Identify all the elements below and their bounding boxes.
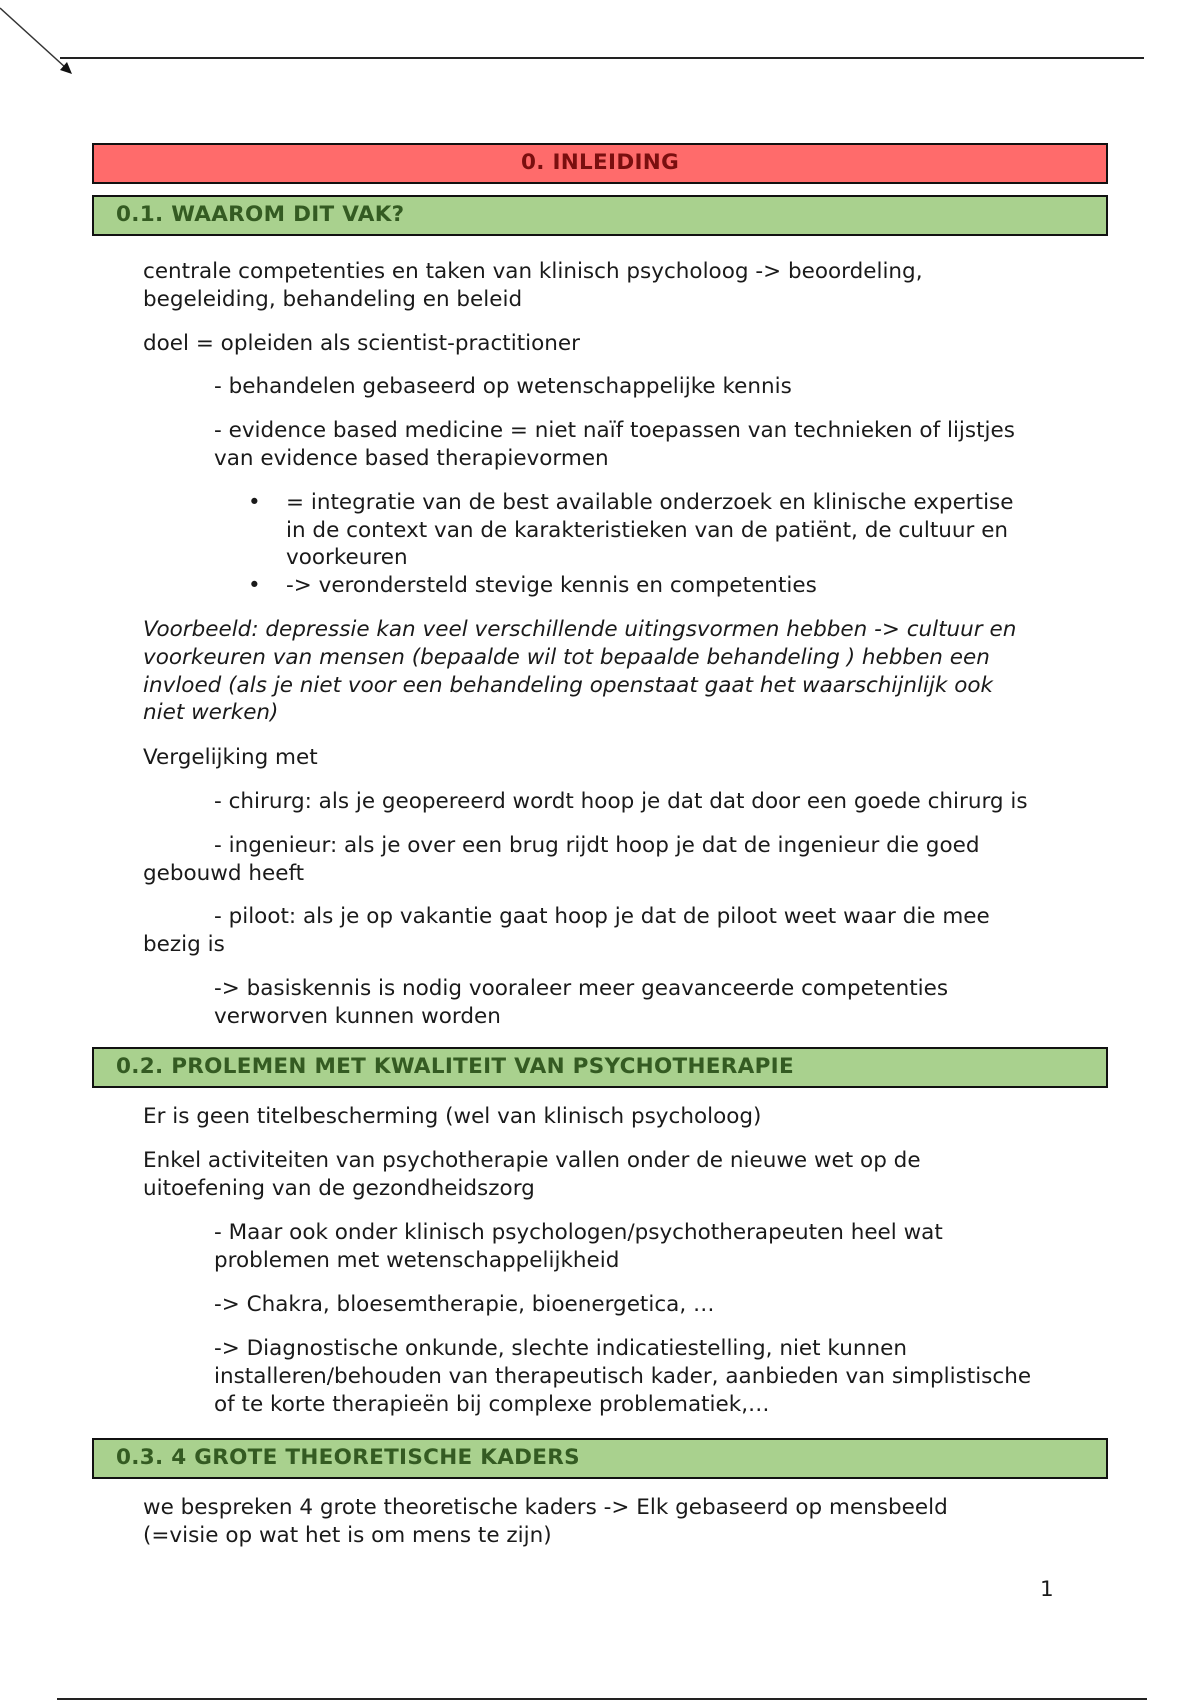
- paragraph-line: (=visie op wat het is om mens te zijn): [143, 1523, 552, 1548]
- page-number: 1: [1040, 1577, 1054, 1602]
- paragraph-line: doel = opleiden als scientist-practitioner: [143, 331, 580, 356]
- paragraph-line: bezig is: [143, 932, 225, 957]
- section-heading-0-1: 0.1. WAAROM DIT VAK?: [92, 195, 1108, 236]
- section-heading-0-3: 0.3. 4 GROTE THEORETISCHE KADERS: [92, 1438, 1108, 1479]
- paragraph-line: -> basiskennis is nodig vooraleer meer geavanceerde competenties: [214, 976, 949, 1001]
- corner-arrow-icon: [0, 0, 80, 80]
- paragraph-line: - Maar ook onder klinisch psychologen/psychotherapeuten heel wat: [214, 1220, 943, 1245]
- list-item-line: -> verondersteld stevige kennis en competenties: [286, 573, 817, 598]
- paragraph-line: we bespreken 4 grote theoretische kaders -> Elk gebaseerd op mensbeeld: [143, 1495, 948, 1520]
- paragraph-line: - behandelen gebaseerd op wetenschappelijke kennis: [214, 374, 792, 399]
- bullet-icon: •: [248, 490, 261, 515]
- example-line: voorkeuren van mensen (bepaalde wil tot bepaalde behandeling ) hebben een: [143, 645, 990, 670]
- list-item-line: in de context van de karakteristieken van de patiënt, de cultuur en: [286, 518, 1009, 543]
- paragraph-line: -> Chakra, bloesemtherapie, bioenergetica, …: [214, 1292, 715, 1317]
- bullet-icon: •: [248, 573, 261, 598]
- list-item-line: voorkeuren: [286, 545, 408, 570]
- paragraph-line: uitoefening van de gezondheidszorg: [143, 1176, 535, 1201]
- paragraph-line: centrale competenties en taken van klinisch psycholoog -> beoordeling,: [143, 259, 923, 284]
- paragraph-line: van evidence based therapievormen: [214, 446, 609, 471]
- example-line: niet werken): [143, 700, 279, 725]
- paragraph-line: - piloot: als je op vakantie gaat hoop je dat de piloot weet waar die mee: [214, 904, 990, 929]
- section-heading-0-2: 0.2. PROLEMEN MET KWALITEIT VAN PSYCHOTHERAPIE: [92, 1047, 1108, 1088]
- paragraph-line: Enkel activiteiten van psychotherapie vallen onder de nieuwe wet op de: [143, 1148, 921, 1173]
- paragraph-line: Er is geen titelbescherming (wel van klinisch psycholoog): [143, 1104, 762, 1129]
- example-line: Voorbeeld: depressie kan veel verschillende uitingsvormen hebben -> cultuur en: [143, 617, 1017, 642]
- paragraph-line: of te korte therapieën bij complexe problematiek,…: [214, 1392, 770, 1417]
- paragraph-line: verworven kunnen worden: [214, 1004, 501, 1029]
- paragraph-line: Vergelijking met: [143, 745, 318, 770]
- header-rule: [60, 57, 1144, 59]
- paragraph-line: installeren/behouden van therapeutisch kader, aanbieden van simplistische: [214, 1364, 1032, 1389]
- paragraph-line: - chirurg: als je geopereerd wordt hoop je dat dat door een goede chirurg is: [214, 789, 1028, 814]
- paragraph-line: begeleiding, behandeling en beleid: [143, 287, 523, 312]
- paragraph-line: - evidence based medicine = niet naïf toepassen van technieken of lijstjes: [214, 418, 1015, 443]
- paragraph-line: problemen met wetenschappelijkheid: [214, 1248, 620, 1273]
- list-item-line: = integratie van de best available onderzoek en klinische expertise: [286, 490, 1014, 515]
- example-line: invloed (als je niet voor een behandeling openstaat gaat het waarschijnlijk ook: [143, 673, 993, 698]
- paragraph-line: -> Diagnostische onkunde, slechte indicatiestelling, niet kunnen: [214, 1336, 907, 1361]
- chapter-heading: 0. INLEIDING: [92, 143, 1108, 184]
- paragraph-line: gebouwd heeft: [143, 861, 305, 886]
- paragraph-line: - ingenieur: als je over een brug rijdt hoop je dat de ingenieur die goed: [214, 833, 980, 858]
